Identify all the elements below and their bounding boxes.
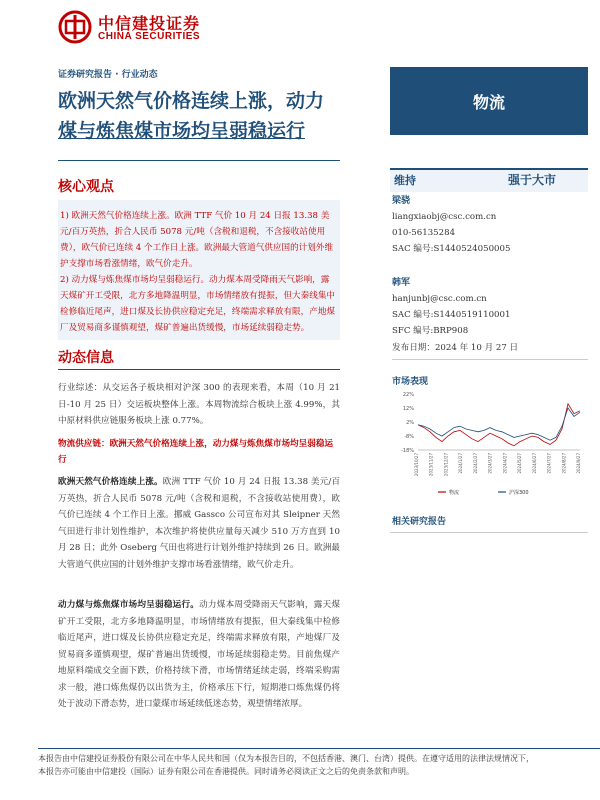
series-line-0: [418, 404, 580, 446]
footer-divider: [38, 748, 600, 749]
rating-value: 强于大市: [508, 173, 557, 187]
title-line-1: 欧洲天然气价格连续上涨，动力: [58, 90, 325, 112]
overview-paragraph: 行业综述：从交运各子板块相对沪深 300 的表现来看，本周（10 月 21 日-10 月 25 日）交运板块整体上涨。本周物流综合板块上涨 4.99%，其中原材料供应链服务板块上涨 0.77%。: [58, 383, 340, 426]
report-title: [58, 86, 378, 146]
divider: [390, 532, 588, 533]
core-point-2: 2) 动力煤与炼焦煤市场均呈弱稳运行。动力煤本周受降雨天气影响，露天煤矿开工受限，北方多地降温明显，市场情绪放有提振，但大秦线集中检修临近尾声，进口煤及长协供应稳定充足，终端需求释放有限，产地煤厂及贸易商多谨慎观望，煤矿普遍出货缓慢，市场延续弱稳走势。: [60, 275, 336, 333]
analyst-cert: SAC 编号:S1440524050005: [392, 244, 511, 254]
gas-lead: 欧洲天然气价格连续上涨。: [58, 477, 163, 487]
coal-body: 动力煤本周受降雨天气影响，露天煤矿开工受限，北方多地降温明显，市场情绪放有提振，但大秦线集中检修临近尾声，进口煤及长协供应稳定充足，终端需求释放有限，产地煤厂及贸易商多谨慎观望，煤矿普遍出货缓慢，市场延续弱稳走势。目前焦煤产地原料端成交全面下跌，价格持续下滑，市场情绪延续走弱，终端采购需求一般，港口炼焦煤仍以出货为主，价格承压下行，短期港口炼焦煤仍将处于波动下滑态势，进口蒙煤市场延续低迷态势，观望情绪浓厚。: [58, 600, 340, 709]
series-line-1: [418, 408, 580, 440]
analyst-phone: SAC 编号:S1440519110001: [392, 310, 511, 320]
analyst-name: 梁骁: [392, 196, 411, 206]
analyst-email[interactable]: liangxiaobj@csc.com.cn: [392, 212, 497, 222]
y-tick-label: -18%: [401, 448, 414, 454]
gas-paragraph: [58, 474, 340, 573]
gas-body: 欧洲 TTF 气价 10 月 24 日报 13.38 美元/百万英热，折合人民币 5078 元/吨（含税和退税，不含接收站使用费），欧气价已连续 4 个工作日上涨。挪威 Gassco 公司宣布对其 Sleipner 天然气田进行非计划性维护，本次维护将使供应量每天减少 510 万方直到 10 月 28 日；此外 Oseberg 气田也将进行计划外维护持续到 26 日。欧洲最大管道气供应国的计划外维护支撑市场看涨情绪，欧气价走升。: [58, 477, 340, 570]
analyst-card: [392, 275, 588, 339]
disclaimer-line-1: 本报告由中信建投证券股份有限公司在中华人民共和国（仅为本报告目的，不包括香港、澳门、台湾）提供。在遵守适用的法律法规情况下，: [38, 754, 534, 763]
company-logo-icon: [58, 10, 92, 44]
x-tick-label: 2024/1/27: [458, 453, 464, 474]
x-tick-label: 2023/12/27: [443, 453, 449, 477]
market-performance-chart: [390, 388, 588, 500]
divider: [58, 160, 340, 161]
market-heading: 市场表现: [392, 377, 429, 387]
sector-badge: 物流: [390, 67, 588, 135]
y-tick-label: 2%: [406, 420, 414, 426]
x-tick-label: 2024/6/27: [531, 453, 537, 474]
rating-label: 维持: [394, 174, 416, 187]
company-name-en: CHINA SECURITIES: [98, 31, 201, 42]
rating-band: [390, 168, 588, 192]
disclaimer-line-2: 本报告亦可能由中信建投（国际）证券有限公司在香港提供。同时请务必阅读正文之后的免责条款和声明。: [38, 767, 414, 776]
coal-lead: 动力煤与炼焦煤市场均呈弱稳运行。: [58, 600, 200, 610]
x-tick-label: 2024/5/27: [517, 453, 523, 474]
core-heading: 核心观点: [58, 179, 114, 195]
report-type: 证券研究报告 · 行业动态: [58, 70, 158, 80]
dynamic-heading: 动态信息: [58, 350, 114, 366]
y-tick-label: 22%: [402, 392, 414, 398]
x-tick-label: 2024/8/27: [561, 453, 567, 474]
y-tick-label: 12%: [402, 406, 414, 412]
coal-paragraph: [58, 597, 340, 713]
title-line-2: 煤与炼焦煤市场均呈弱稳运行: [58, 120, 306, 142]
x-tick-label: 2023/10/27: [414, 453, 419, 477]
x-tick-label: 2024/3/27: [487, 453, 493, 474]
divider: [58, 369, 340, 370]
x-tick-label: 2023/11/27: [428, 453, 434, 477]
x-tick-label: 2024/9/27: [576, 453, 581, 474]
x-tick-label: 2024/4/27: [502, 453, 508, 474]
sub-heading: 物流供应链：欧洲天然气价格连续上涨，动力煤与炼焦煤市场均呈弱稳运行: [58, 439, 334, 465]
legend-label: 沪深300: [509, 490, 529, 496]
analyst-cert: SFC 编号:BRP908: [392, 326, 469, 336]
analyst-phone: 010-56135284: [392, 228, 456, 238]
core-point-1: 1) 欧洲天然气价格连续上涨。欧洲 TTF 气价 10 月 24 日报 13.38 美元/百万英热，折合人民币 5078 元/吨（含税和退税，不含接收站使用费），欧气价已连续 4 个工作日上涨。欧洲最大管道气供应国的计划外维护支撑市场看涨情绪，欧气价走升。: [60, 211, 334, 269]
legend-label: 物流: [449, 490, 460, 496]
analyst-email[interactable]: hanjunbj@csc.com.cn: [392, 294, 487, 304]
company-name-cn: 中信建投证券: [98, 14, 201, 33]
publish-date: 发布日期：2024 年 10 月 27 日: [392, 341, 588, 360]
x-tick-label: 2024/2/27: [472, 453, 478, 474]
disclaimer: [38, 752, 598, 778]
analyst-card: [392, 193, 588, 257]
y-tick-label: -8%: [404, 434, 414, 440]
analyst-name: 韩军: [392, 278, 411, 288]
related-heading: 相关研究报告: [392, 517, 447, 527]
x-tick-label: 2024/7/27: [546, 453, 552, 474]
core-text: [60, 208, 336, 336]
